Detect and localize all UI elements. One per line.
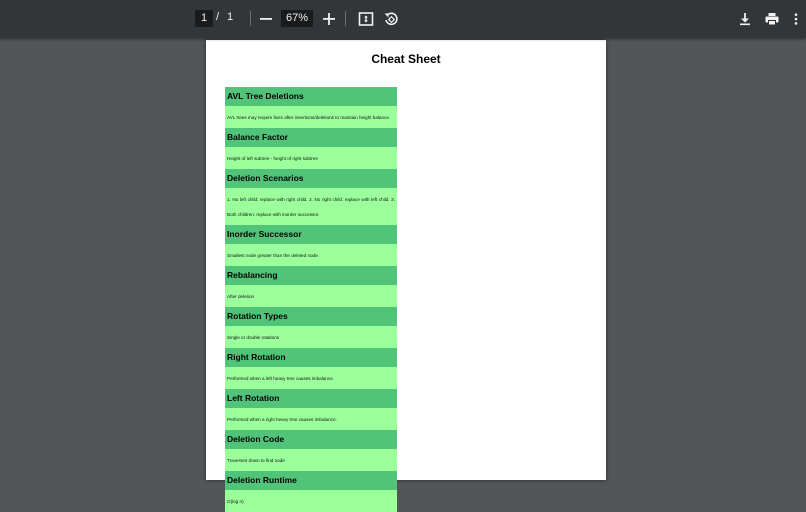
section-body: Performed when a right heavy tree causes imbalance. [225,408,397,430]
page-total: 1 [227,11,234,23]
section-body: AVL trees may require fixes after insertions/deletions to maintain height balance. [225,106,397,128]
pdf-page [206,40,606,504]
page-separator: / [216,11,220,23]
section-body: O(log n) [225,490,397,512]
section-body: Smallest node greater than the deleted node. [225,244,397,266]
zoom-out-button[interactable] [255,8,277,30]
more-options-button[interactable] [789,8,803,30]
section-heading: Rotation Types [225,307,397,326]
section-heading: Deletion Scenarios [225,169,397,188]
section-heading: Right Rotation [225,348,397,367]
zoom-level-input[interactable]: 67% [281,10,313,27]
section-body: Traverses down to find node [225,449,397,471]
section-body: Performed when a left heavy tree causes imbalance. [225,367,397,389]
download-button[interactable] [734,8,756,30]
pdf-toolbar [0,0,806,38]
page-number-input[interactable]: 1 [195,10,213,27]
pdf-viewer[interactable] [0,38,806,504]
section-heading: Deletion Code [225,430,397,449]
more-vert-icon [789,11,803,27]
print-button[interactable] [761,8,783,30]
section-heading: Inorder Successor [225,225,397,244]
section-heading: AVL Tree Deletions [225,87,397,106]
fit-page-icon [358,11,374,27]
section-body: Single or double rotations [225,326,397,348]
zoom-out-icon [258,11,274,27]
section-body: Height of left subtree - height of right subtree [225,147,397,169]
section-heading: Balance Factor [225,128,397,147]
section-body: 1. No left child: replace with right child. 2. No right child: replace with left child. 3. Both children: replace with inorder successor. [225,188,397,225]
download-icon [737,11,753,27]
print-icon [764,11,780,27]
section-heading: Left Rotation [225,389,397,408]
section-body: After deletion [225,285,397,307]
toolbar-divider [345,11,346,26]
rotate-button[interactable] [380,8,402,30]
section-heading: Deletion Runtime [225,471,397,490]
zoom-in-icon [321,11,337,27]
document-title: Cheat Sheet [371,52,441,66]
rotate-icon [383,11,399,27]
section-heading: Rebalancing [225,266,397,285]
fit-page-button[interactable] [355,8,377,30]
zoom-in-button[interactable] [318,8,340,30]
toolbar-divider [250,11,251,26]
cheat-sheet-table [225,87,397,512]
